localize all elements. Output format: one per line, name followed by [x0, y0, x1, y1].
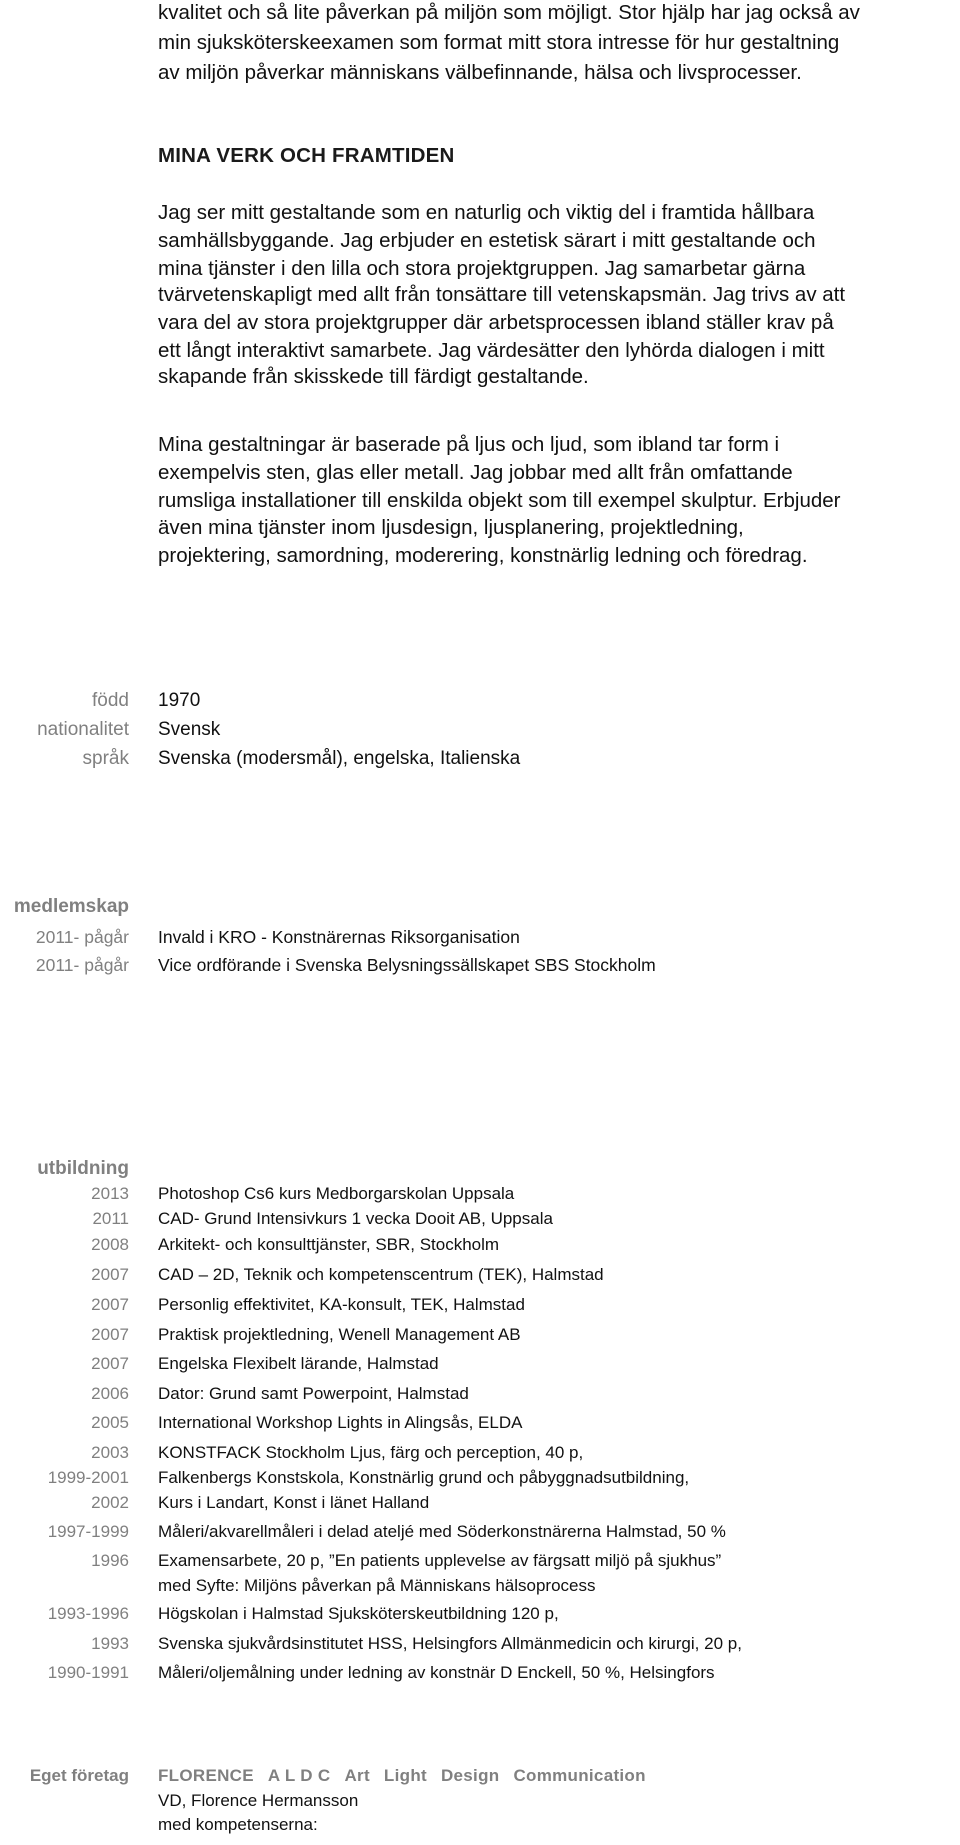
paragraph-line: ett långt interaktivt samarbete. Jag värdesätter den lyhörda dialogen i mitt — [158, 339, 825, 362]
education-text: Högskolan i Halmstad Sjuksköterskeutbildning 120 p, — [158, 1604, 559, 1623]
education-year: 1990-1991 — [47, 1663, 129, 1682]
paragraph-line: samhällsbyggande. Jag erbjuder en estetisk särart i mitt gestaltande och — [158, 229, 816, 252]
company-name-part: FLORENCE — [158, 1766, 254, 1785]
education-text: Svenska sjukvårdsinstitutet HSS, Helsingfors Allmänmedicin och kirurgi, 20 p, — [158, 1634, 742, 1653]
education-row — [0, 1632, 960, 1656]
education-row — [0, 1263, 960, 1287]
education-year: 1996 — [91, 1551, 129, 1570]
membership-heading: medlemskap — [13, 896, 129, 917]
label-born: född — [92, 690, 129, 711]
education-year: 1999-2001 — [47, 1468, 129, 1487]
paragraph-line: rumsliga installationer till enskilda objekt som till exempel skulptur. Erbjuder — [158, 489, 841, 512]
education-row — [0, 1491, 960, 1515]
label-nationality: nationalitet — [37, 719, 129, 740]
paragraph-line: även mina tjänster inom ljusdesign, ljusplanering, projektledning, — [158, 516, 744, 539]
education-text: KONSTFACK Stockholm Ljus, färg och perception, 40 p, — [158, 1443, 584, 1462]
education-row — [0, 1441, 960, 1465]
education-row — [0, 1661, 960, 1685]
education-text: CAD – 2D, Teknik och kompetenscentrum (TEK), Halmstad — [158, 1265, 604, 1284]
education-year: 2011 — [92, 1209, 129, 1228]
membership-period: 2011- pågår — [35, 955, 129, 975]
education-year: 2007 — [91, 1295, 129, 1314]
education-year: 1993 — [91, 1634, 129, 1653]
education-row — [0, 1549, 960, 1573]
education-row — [0, 1323, 960, 1347]
education-year: 1997-1999 — [47, 1522, 129, 1541]
education-year: 1993-1996 — [47, 1604, 129, 1623]
membership-period: 2011- pågår — [35, 927, 129, 947]
education-text: Kurs i Landart, Konst i länet Halland — [158, 1493, 430, 1512]
education-heading: utbildning — [37, 1158, 129, 1179]
education-text: CAD- Grund Intensivkurs 1 vecka Dooit AB, Uppsala — [158, 1209, 553, 1228]
company-name-part: Design — [440, 1766, 500, 1785]
education-row — [0, 1182, 960, 1206]
education-row — [0, 1574, 960, 1598]
education-text: Dator: Grund samt Powerpoint, Halmstad — [158, 1384, 469, 1403]
education-row — [0, 1411, 960, 1435]
education-text: Examensarbete, 20 p, ”En patients upplevelse av färgsatt miljö på sjukhus” — [158, 1551, 722, 1570]
education-text: Falkenbergs Konstskola, Konstnärlig grund och påbyggnadsutbildning, — [158, 1468, 690, 1487]
education-text: Engelska Flexibelt lärande, Halmstad — [158, 1354, 439, 1373]
education-text: Photoshop Cs6 kurs Medborgarskolan Uppsala — [158, 1184, 515, 1203]
education-row — [0, 1466, 960, 1490]
education-year: 2005 — [91, 1413, 129, 1432]
company-label: Eget företag — [29, 1766, 129, 1785]
intro-line: kvalitet och så lite påverkan på miljön som möjligt. Stor hjälp har jag också av — [158, 1, 860, 24]
education-text: Måleri/oljemålning under ledning av konstnär D Enckell, 50 %, Helsingfors — [158, 1663, 715, 1682]
company-name — [158, 1766, 660, 1786]
company-name-part: Art — [344, 1766, 370, 1785]
section-heading: MINA VERK OCH FRAMTIDEN — [158, 144, 455, 167]
membership-item: Invald i KRO - Konstnärernas Riksorganisation — [158, 927, 520, 947]
education-text: Arkitekt- och konsulttjänster, SBR, Stockholm — [158, 1235, 500, 1254]
membership-item: Vice ordförande i Svenska Belysningssällskapet SBS Stockholm — [158, 955, 656, 975]
intro-line: min sjuksköterskeexamen som format mitt stora intresse för hur gestaltning — [158, 31, 840, 54]
education-year: 2007 — [91, 1354, 129, 1373]
paragraph-line: mina tjänster i den lilla och stora projektgruppen. Jag samarbetar gärna — [158, 257, 806, 280]
paragraph-line: skapande från skisskede till färdigt gestaltande. — [158, 365, 589, 388]
paragraph-line: vara del av stora projektgrupper där arbetsprocessen ibland ställer krav på — [158, 311, 834, 334]
education-text: Praktisk projektledning, Wenell Management AB — [158, 1325, 521, 1344]
education-text: Måleri/akvarellmåleri i delad ateljé med Söderkonstnärerna Halmstad, 50 % — [158, 1522, 726, 1541]
paragraph-line: Jag ser mitt gestaltande som en naturlig och viktig del i framtida hållbara — [158, 201, 815, 224]
education-text: International Workshop Lights in Alingsås, ELDA — [158, 1413, 523, 1432]
value-nationality: Svensk — [158, 719, 221, 740]
education-year: 2013 — [91, 1184, 129, 1203]
paragraph-line: tvärvetenskapligt med allt från tonsättare till vetenskapsmän. Jag trivs av att — [158, 283, 846, 306]
intro-line: av miljön påverkar människans välbefinnande, hälsa och livsprocesser. — [158, 61, 802, 84]
value-born: 1970 — [158, 690, 201, 711]
label-language: språk — [82, 748, 129, 769]
paragraph-line: exempelvis sten, glas eller metall. Jag jobbar med allt från omfattande — [158, 461, 793, 484]
company-name-part: Communication — [513, 1766, 646, 1785]
education-row — [0, 1293, 960, 1317]
education-year: 2007 — [91, 1265, 129, 1284]
education-row — [0, 1207, 960, 1231]
paragraph-line: projektering, samordning, moderering, konstnärlig ledning och föredrag. — [158, 544, 808, 567]
education-year: 2003 — [91, 1443, 129, 1462]
company-ceo: VD, Florence Hermansson — [158, 1791, 359, 1810]
education-year: 2008 — [91, 1235, 129, 1254]
education-row — [0, 1602, 960, 1626]
education-year: 2006 — [91, 1384, 129, 1403]
education-row — [0, 1352, 960, 1376]
company-name-part: Light — [383, 1766, 427, 1785]
education-row — [0, 1520, 960, 1544]
paragraph-line: Mina gestaltningar är baserade på ljus och ljud, som ibland tar form i — [158, 433, 780, 456]
value-language: Svenska (modersmål), engelska, Italienska — [158, 748, 521, 769]
company-name-part: A L D C — [267, 1766, 331, 1785]
company-competences: med kompetenserna: — [158, 1815, 318, 1834]
education-row — [0, 1382, 960, 1406]
education-text: Personlig effektivitet, KA-konsult, TEK, Halmstad — [158, 1295, 525, 1314]
education-row — [0, 1233, 960, 1257]
education-year: 2007 — [91, 1325, 129, 1344]
education-text: med Syfte: Miljöns påverkan på Människans hälsoprocess — [158, 1576, 596, 1595]
education-year: 2002 — [91, 1493, 129, 1512]
